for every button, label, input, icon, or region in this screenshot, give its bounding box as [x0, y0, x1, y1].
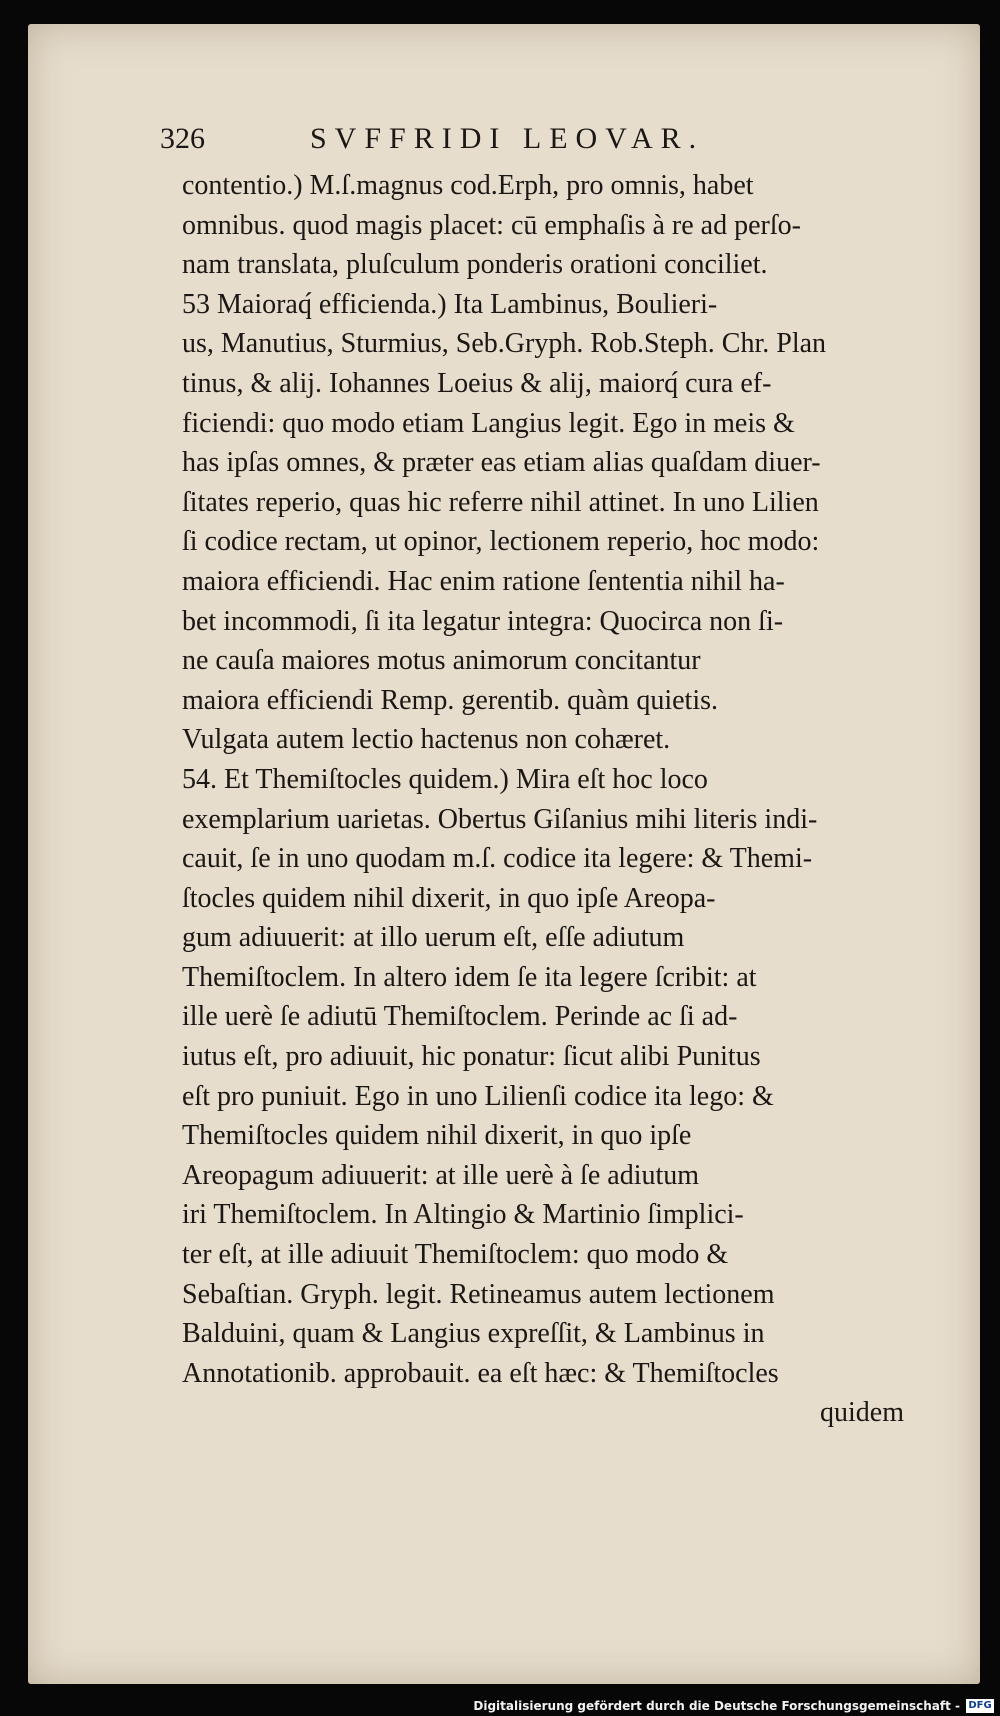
footer-bar — [0, 1697, 1000, 1716]
text-line: Themiſtoclem. In altero idem ſe ita legere ſcribit: at — [182, 961, 757, 993]
text-line: 53 Maioraq́ efficienda.) Ita Lambinus, Boulieri- — [182, 288, 718, 320]
dfg-logo-badge: DFG — [966, 1699, 994, 1713]
text-line: iutus eſt, pro adiuuit, hic ponatur: ſicut alibi Punitus — [182, 1041, 761, 1073]
text-line: ſitates reperio, quas hic referre nihil attinet. In uno Lilien — [182, 486, 819, 518]
body-text — [182, 166, 904, 1433]
text-line: nam translata, pluſculum ponderis orationi conciliet. — [182, 249, 768, 281]
text-line: omnibus. quod magis placet: cū emphaſis à re ad perſo- — [182, 209, 801, 241]
text-line: ſtocles quidem nihil dixerit, in quo ipſe Areopa- — [182, 882, 716, 914]
funding-credit: Digitalisierung gefördert durch die Deutsche Forschungsgemeinschaft - — [473, 1699, 960, 1713]
text-line: gum adiuuerit: at illo uerum eſt, eſſe adiutum — [182, 922, 685, 954]
page-header — [160, 122, 912, 168]
text-line: Annotationib. approbauit. ea eſt hæc: & Themiſtocles — [182, 1357, 779, 1389]
catchword: quidem — [820, 1397, 904, 1429]
text-line: ne cauſa maiores motus animorum concitantur — [182, 645, 701, 677]
text-line: has ipſas omnes, & præter eas etiam alias quaſdam diuer- — [182, 447, 821, 479]
page-number: 326 — [160, 122, 205, 155]
text-line: 54. Et Themiſtocles quidem.) Mira eſt hoc loco — [182, 763, 708, 795]
text-line: us, Manutius, Sturmius, Seb.Gryph. Rob.Steph. Chr. Plan — [182, 328, 827, 360]
text-line: contentio.) M.ſ.magnus cod.Erph, pro omnis, habet — [182, 170, 754, 201]
text-line: cauit, ſe in uno quodam m.ſ. codice ita legere: & Themi- — [182, 843, 813, 875]
text-line: iri Themiſtoclem. In Altingio & Martinio ſimplici- — [182, 1199, 744, 1231]
text-line: ille uerè ſe adiutū Themiſtoclem. Perinde ac ſi ad- — [182, 1001, 738, 1033]
text-line: ſi codice rectam, ut opinor, lectionem reperio, hoc modo: — [182, 526, 820, 558]
text-line: ficiendi: quo modo etiam Langius legit. Ego in meis & — [182, 407, 795, 439]
text-line: Areopagum adiuuerit: at ille uerè à ſe adiutum — [182, 1159, 700, 1191]
text-line: ter eſt, at ille adiuuit Themiſtoclem: quo modo & — [182, 1239, 729, 1271]
text-line: maiora efficiendi Remp. gerentib. quàm quietis. — [182, 684, 718, 716]
text-line: Vulgata autem lectio hactenus non cohæret. — [182, 724, 671, 756]
text-line: maiora efficiendi. Hac enim ratione ſententia nihil ha- — [182, 565, 785, 597]
running-head: SVFFRIDI LEOVAR. — [310, 122, 705, 155]
text-line: eſt pro puniuit. Ego in uno Lilienſi codice ita lego: & — [182, 1080, 774, 1112]
text-line: Themiſtocles quidem nihil dixerit, in quo ipſe — [182, 1120, 692, 1152]
text-line: Sebaſtian. Gryph. legit. Retineamus autem lectionem — [182, 1278, 775, 1310]
text-line: bet incommodi, ſi ita legatur integra: Quocirca non ſi- — [182, 605, 784, 637]
text-line: Balduini, quam & Langius expreſſit, & Lambinus in — [182, 1318, 765, 1350]
text-line: exemplarium uarietas. Obertus Giſanius mihi literis indi- — [182, 803, 818, 835]
text-line: tinus, & alij. Iohannes Loeius & alij, maiorq́ cura ef- — [182, 367, 772, 399]
